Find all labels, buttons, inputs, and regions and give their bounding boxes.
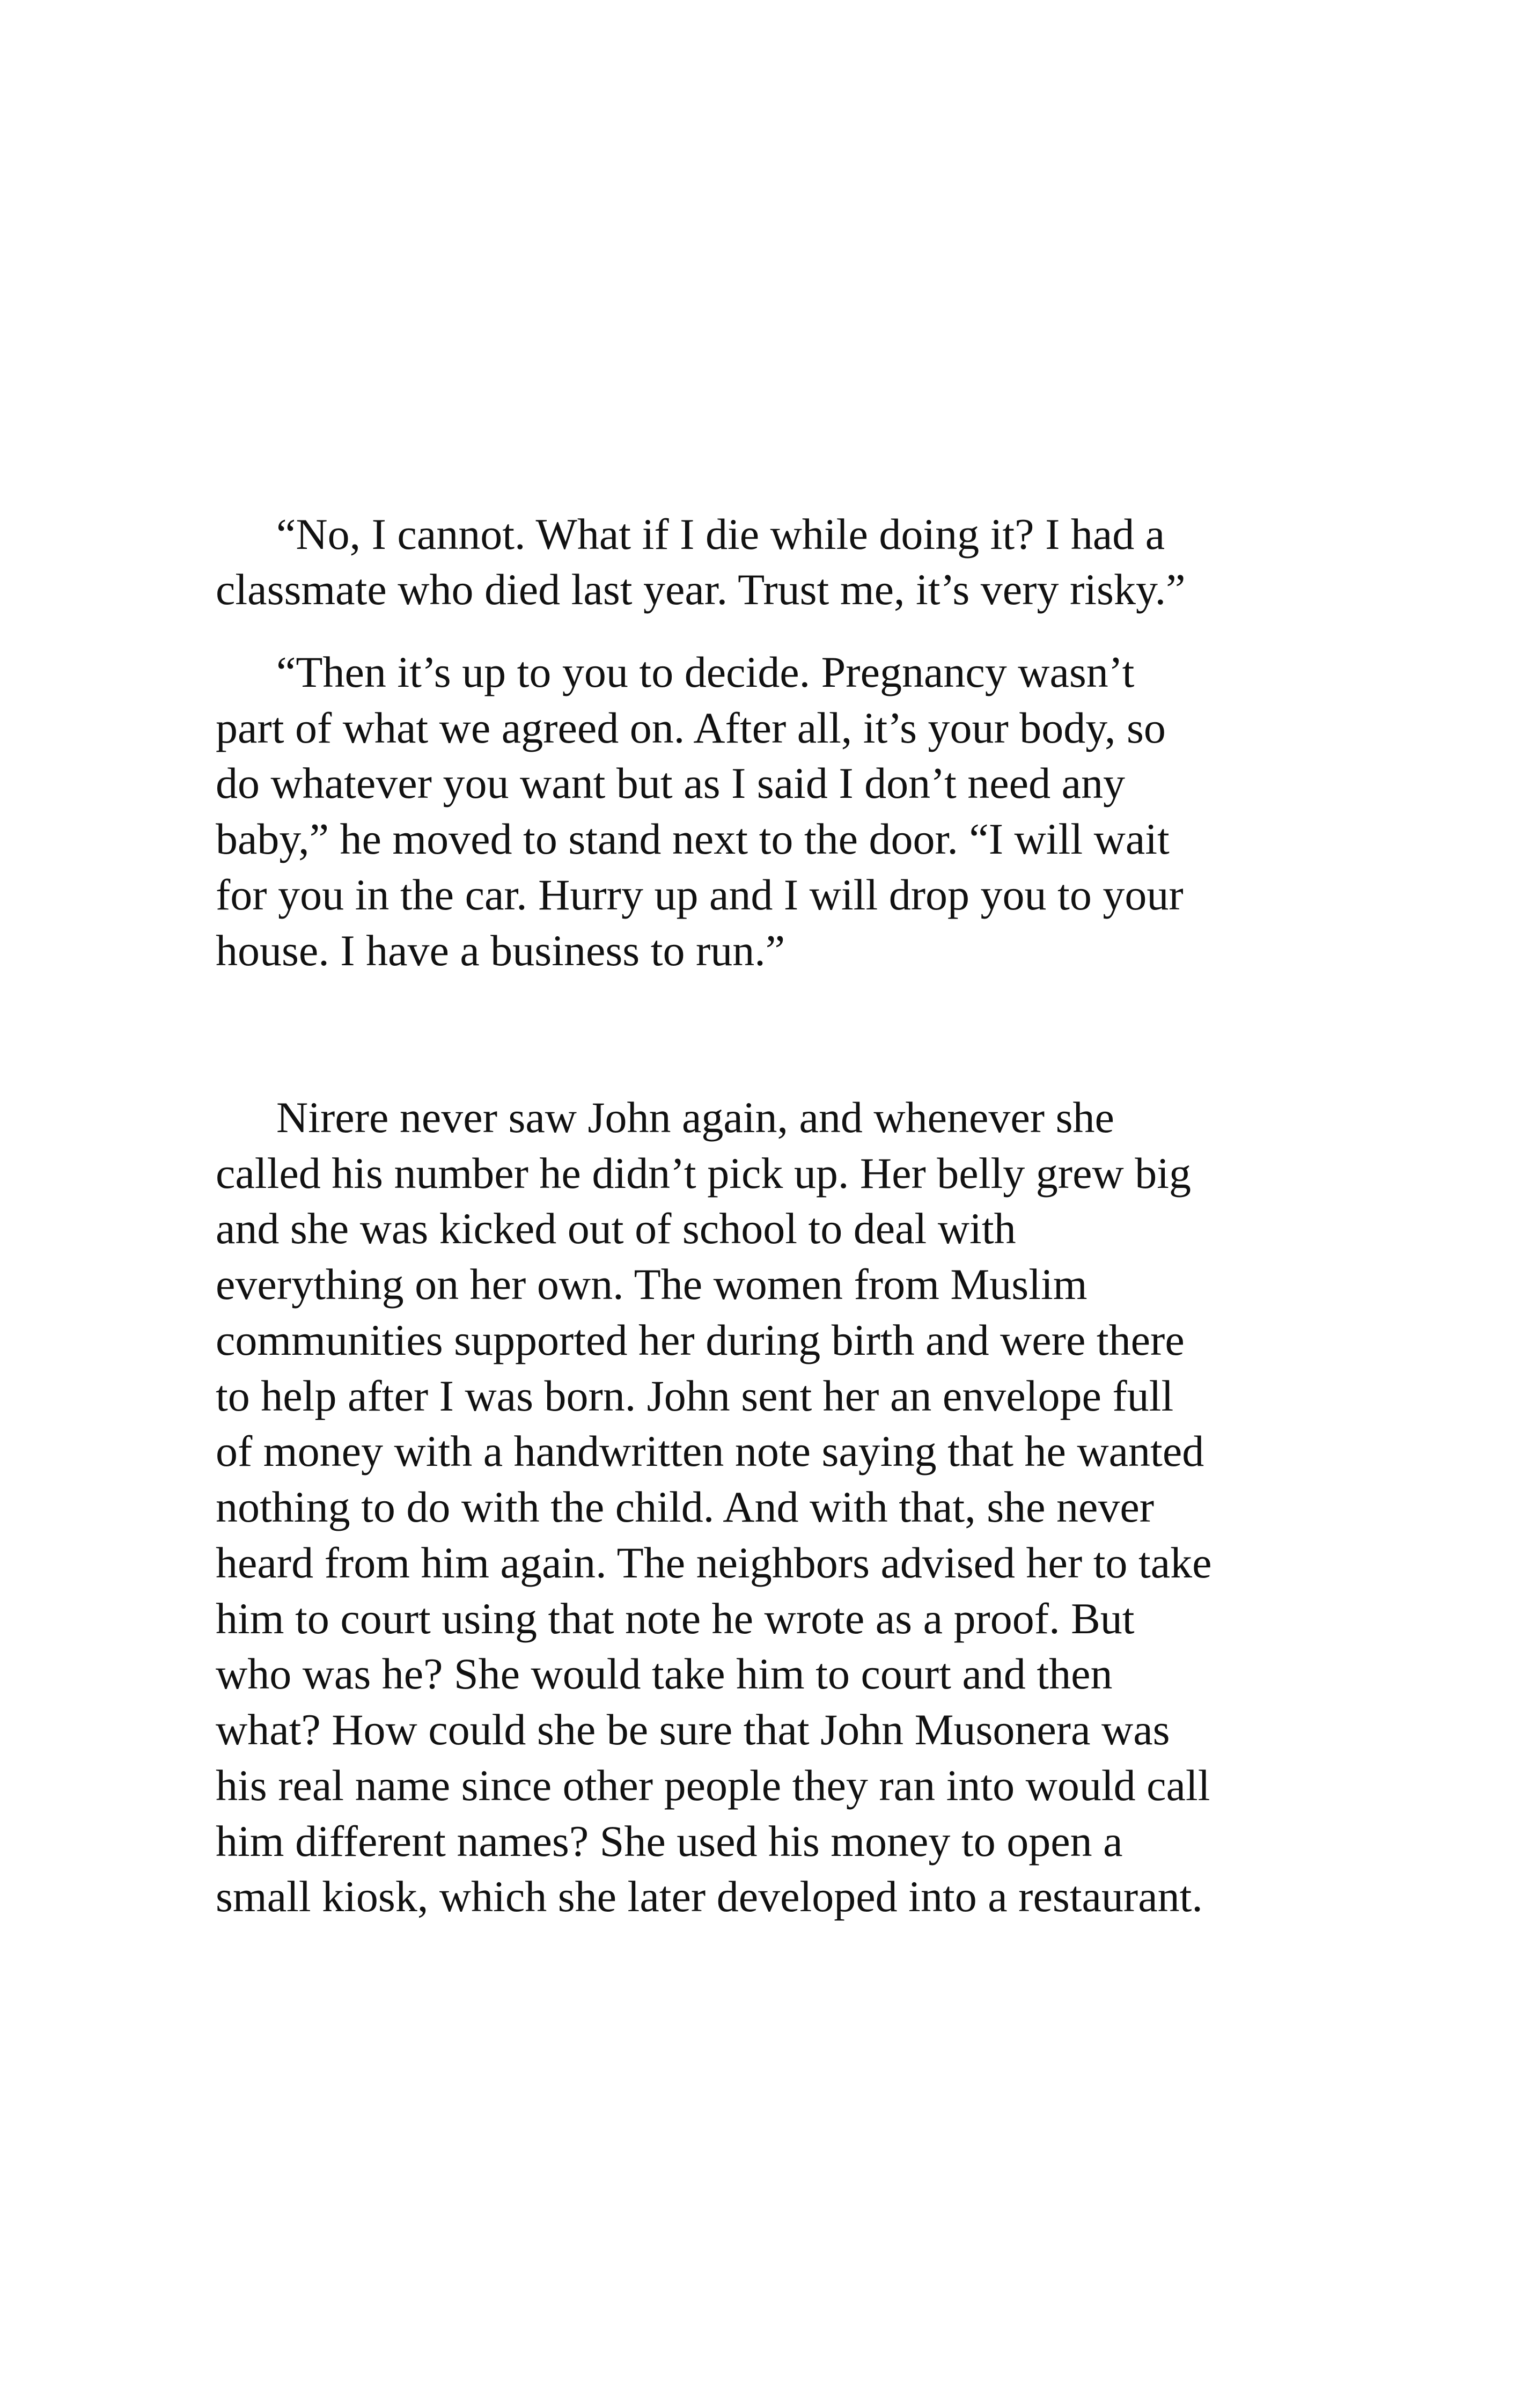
paragraph-3-line-14: him different names? She used his money to open a <box>216 1817 1123 1866</box>
paragraph-2-line-1: “Then it’s up to you to decide. Pregnancy wasn’t <box>276 648 1135 696</box>
paragraph-3-line-1: Nirere never saw John again, and whenever she <box>276 1093 1114 1142</box>
paragraph-2-line-4: baby,” he moved to stand next to the door. “I will wait <box>216 814 1170 863</box>
paragraph-3-line-11: who was he? She would take him to court and then <box>216 1649 1113 1698</box>
paragraph-1-line-1: “No, I cannot. What if I die while doing it? I had a <box>276 510 1165 559</box>
paragraph-2-line-3: do whatever you want but as I said I don’t need any <box>216 759 1125 807</box>
paragraph-3-line-7: of money with a handwritten note saying that he wanted <box>216 1427 1204 1475</box>
paragraph-3-line-8: nothing to do with the child. And with that, she never <box>216 1482 1155 1531</box>
paragraph-3-line-2: called his number he didn’t pick up. Her belly grew big <box>216 1149 1191 1198</box>
paragraph-2-line-6: house. I have a business to run.” <box>216 926 785 975</box>
paragraph-3-line-15: small kiosk, which she later developed into a restaurant. <box>216 1872 1203 1921</box>
paragraph-2-line-5: for you in the car. Hurry up and I will drop you to your <box>216 870 1184 919</box>
paragraph-3-line-6: to help after I was born. John sent her an envelope full <box>216 1371 1174 1420</box>
paragraph-3-line-10: him to court using that note he wrote as a proof. But <box>216 1594 1135 1643</box>
paragraph-3-line-13: his real name since other people they ran into would call <box>216 1761 1210 1810</box>
paragraph-3-line-4: everything on her own. The women from Muslim <box>216 1260 1088 1309</box>
paragraph-1-line-2: classmate who died last year. Trust me, it’s very risky.” <box>216 565 1186 614</box>
paragraph-3-line-5: communities supported her during birth and were there <box>216 1316 1185 1364</box>
paragraph-3-line-3: and she was kicked out of school to deal with <box>216 1204 1016 1253</box>
paragraph-2-line-2: part of what we agreed on. After all, it’s your body, so <box>216 703 1166 752</box>
paragraph-3-line-9: heard from him again. The neighbors advised her to take <box>216 1538 1212 1587</box>
paragraph-3-line-12: what? How could she be sure that John Musonera was <box>216 1705 1170 1754</box>
